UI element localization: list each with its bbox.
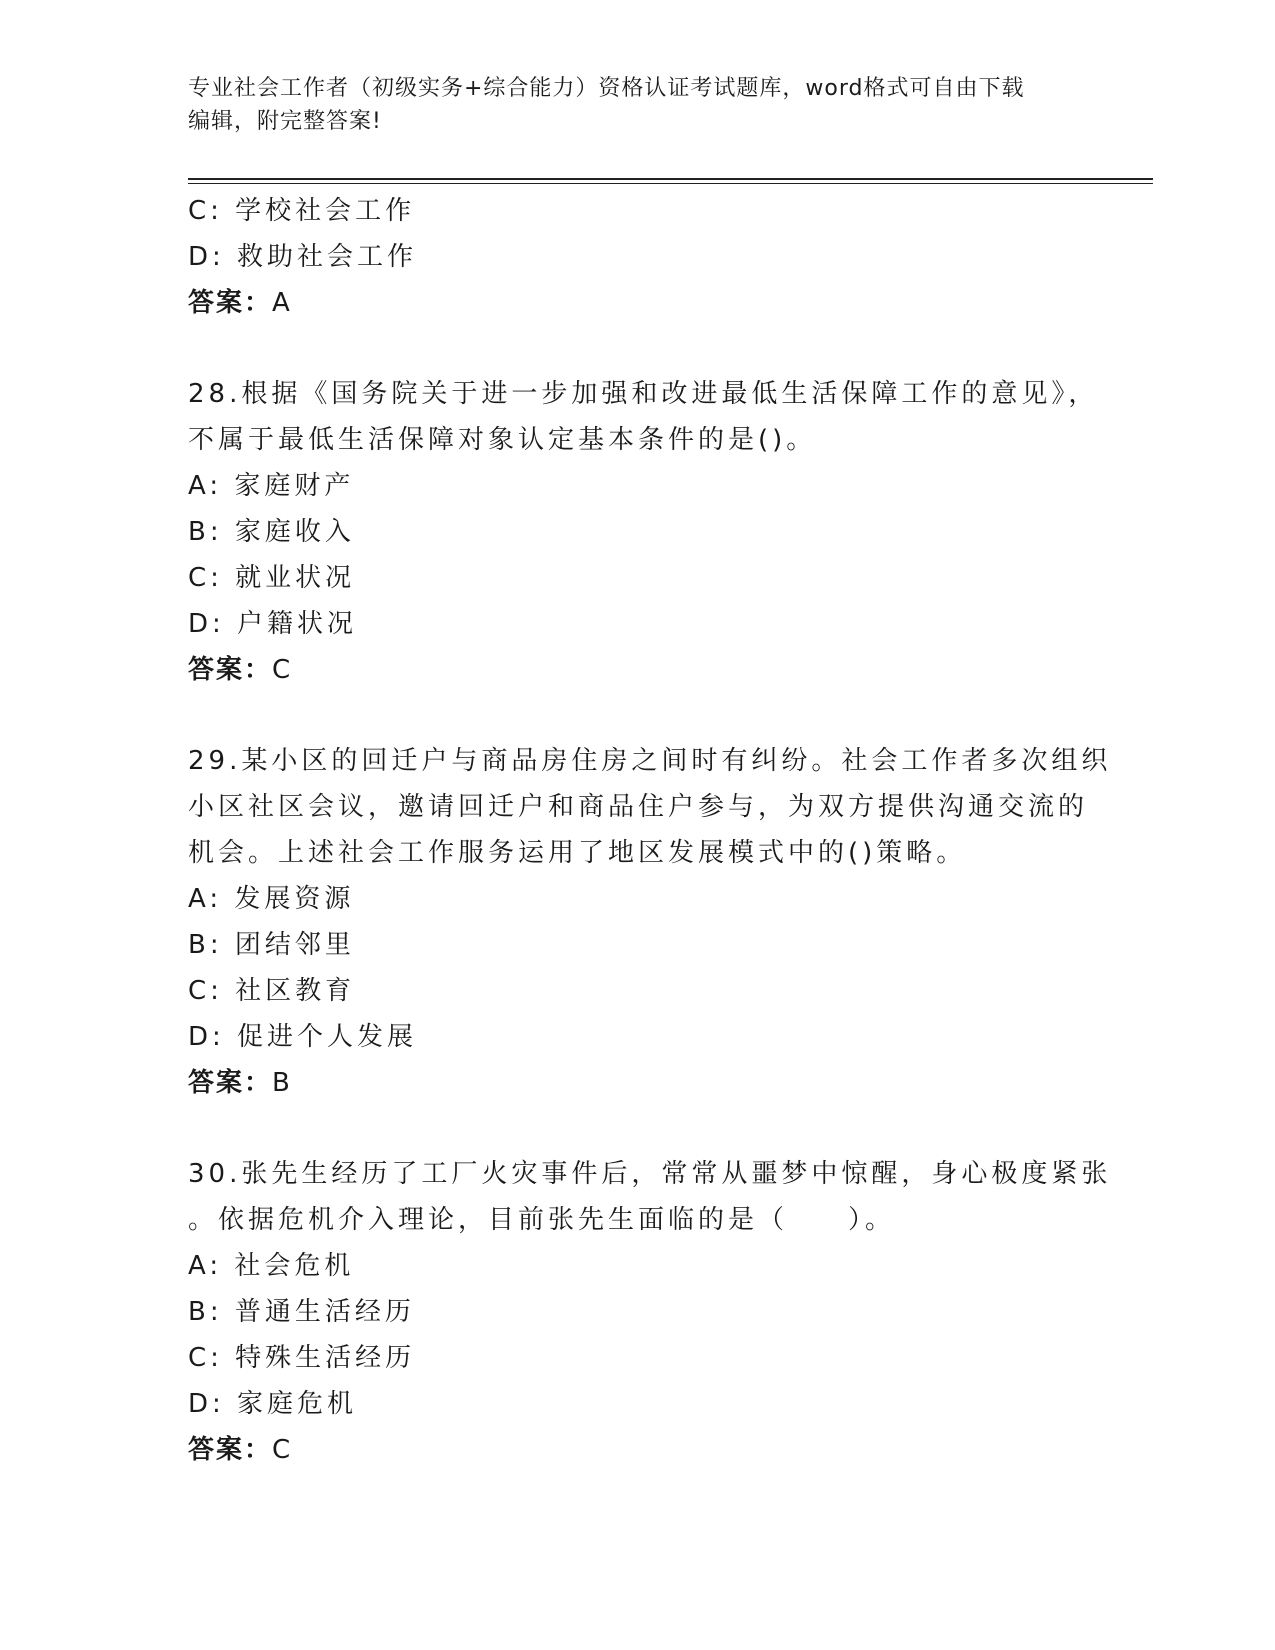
answer-value: A	[272, 288, 292, 318]
option-c: C: 特殊生活经历	[188, 1343, 416, 1373]
answer-line	[188, 1060, 1088, 1106]
option-b: B: 团结邻里	[188, 930, 355, 960]
answer-value: B	[272, 1068, 292, 1098]
answer-label: 答案：	[188, 288, 273, 318]
page-header	[188, 72, 1088, 138]
option-c: C: 学校社会工作	[188, 196, 416, 226]
answer-label: 答案：	[188, 655, 273, 685]
question-29	[188, 738, 1112, 1106]
answer-line	[188, 280, 1088, 326]
header-rule-thick	[188, 178, 1153, 180]
answer-line	[188, 647, 1088, 693]
header-line-2: 编辑，附完整答案!	[188, 109, 382, 134]
option-b: B: 家庭收入	[188, 517, 355, 547]
question-stem-line: 小区社区会议，邀请回迁户和商品住户参与，为双方提供沟通交流的	[188, 792, 1089, 822]
answer-value: C	[272, 655, 293, 685]
question-30	[188, 1151, 1112, 1473]
question-stem-line: 机会。上述社会工作服务运用了地区发展模式中的()策略。	[188, 838, 967, 868]
question-stem-line: 28.根据《国务院关于进一步加强和改进最低生活保障工作的意见》，	[188, 379, 1099, 409]
question-stem-line: 29.某小区的回迁户与商品房住房之间时有纠纷。社会工作者多次组织	[188, 746, 1112, 776]
question-27-continued	[188, 188, 1088, 326]
question-stem-line: 。依据危机介入理论，目前张先生面临的是（ ）。	[188, 1205, 896, 1235]
header-rule-thin	[188, 183, 1153, 184]
option-d: D: 户籍状况	[188, 609, 358, 639]
answer-label: 答案：	[188, 1068, 273, 1098]
answer-line	[188, 1427, 1088, 1473]
question-28	[188, 371, 1099, 693]
option-d: D: 救助社会工作	[188, 242, 418, 272]
option-a: A: 家庭财产	[188, 471, 355, 501]
option-c: C: 就业状况	[188, 563, 356, 593]
option-d: D: 家庭危机	[188, 1389, 358, 1419]
option-c: C: 社区教育	[188, 976, 356, 1006]
header-line-1: 专业社会工作者（初级实务+综合能力）资格认证考试题库，word格式可自由下载	[188, 76, 1025, 101]
option-b: B: 普通生活经历	[188, 1297, 415, 1327]
question-stem-line: 不属于最低生活保障对象认定基本条件的是()。	[188, 425, 817, 455]
question-stem-line: 30.张先生经历了工厂火灾事件后，常常从噩梦中惊醒，身心极度紧张	[188, 1159, 1112, 1189]
option-a: A: 发展资源	[188, 884, 355, 914]
answer-label: 答案：	[188, 1435, 273, 1465]
answer-value: C	[272, 1435, 293, 1465]
question-list	[188, 188, 1112, 1473]
option-d: D: 促进个人发展	[188, 1022, 418, 1052]
option-a: A: 社会危机	[188, 1251, 355, 1281]
